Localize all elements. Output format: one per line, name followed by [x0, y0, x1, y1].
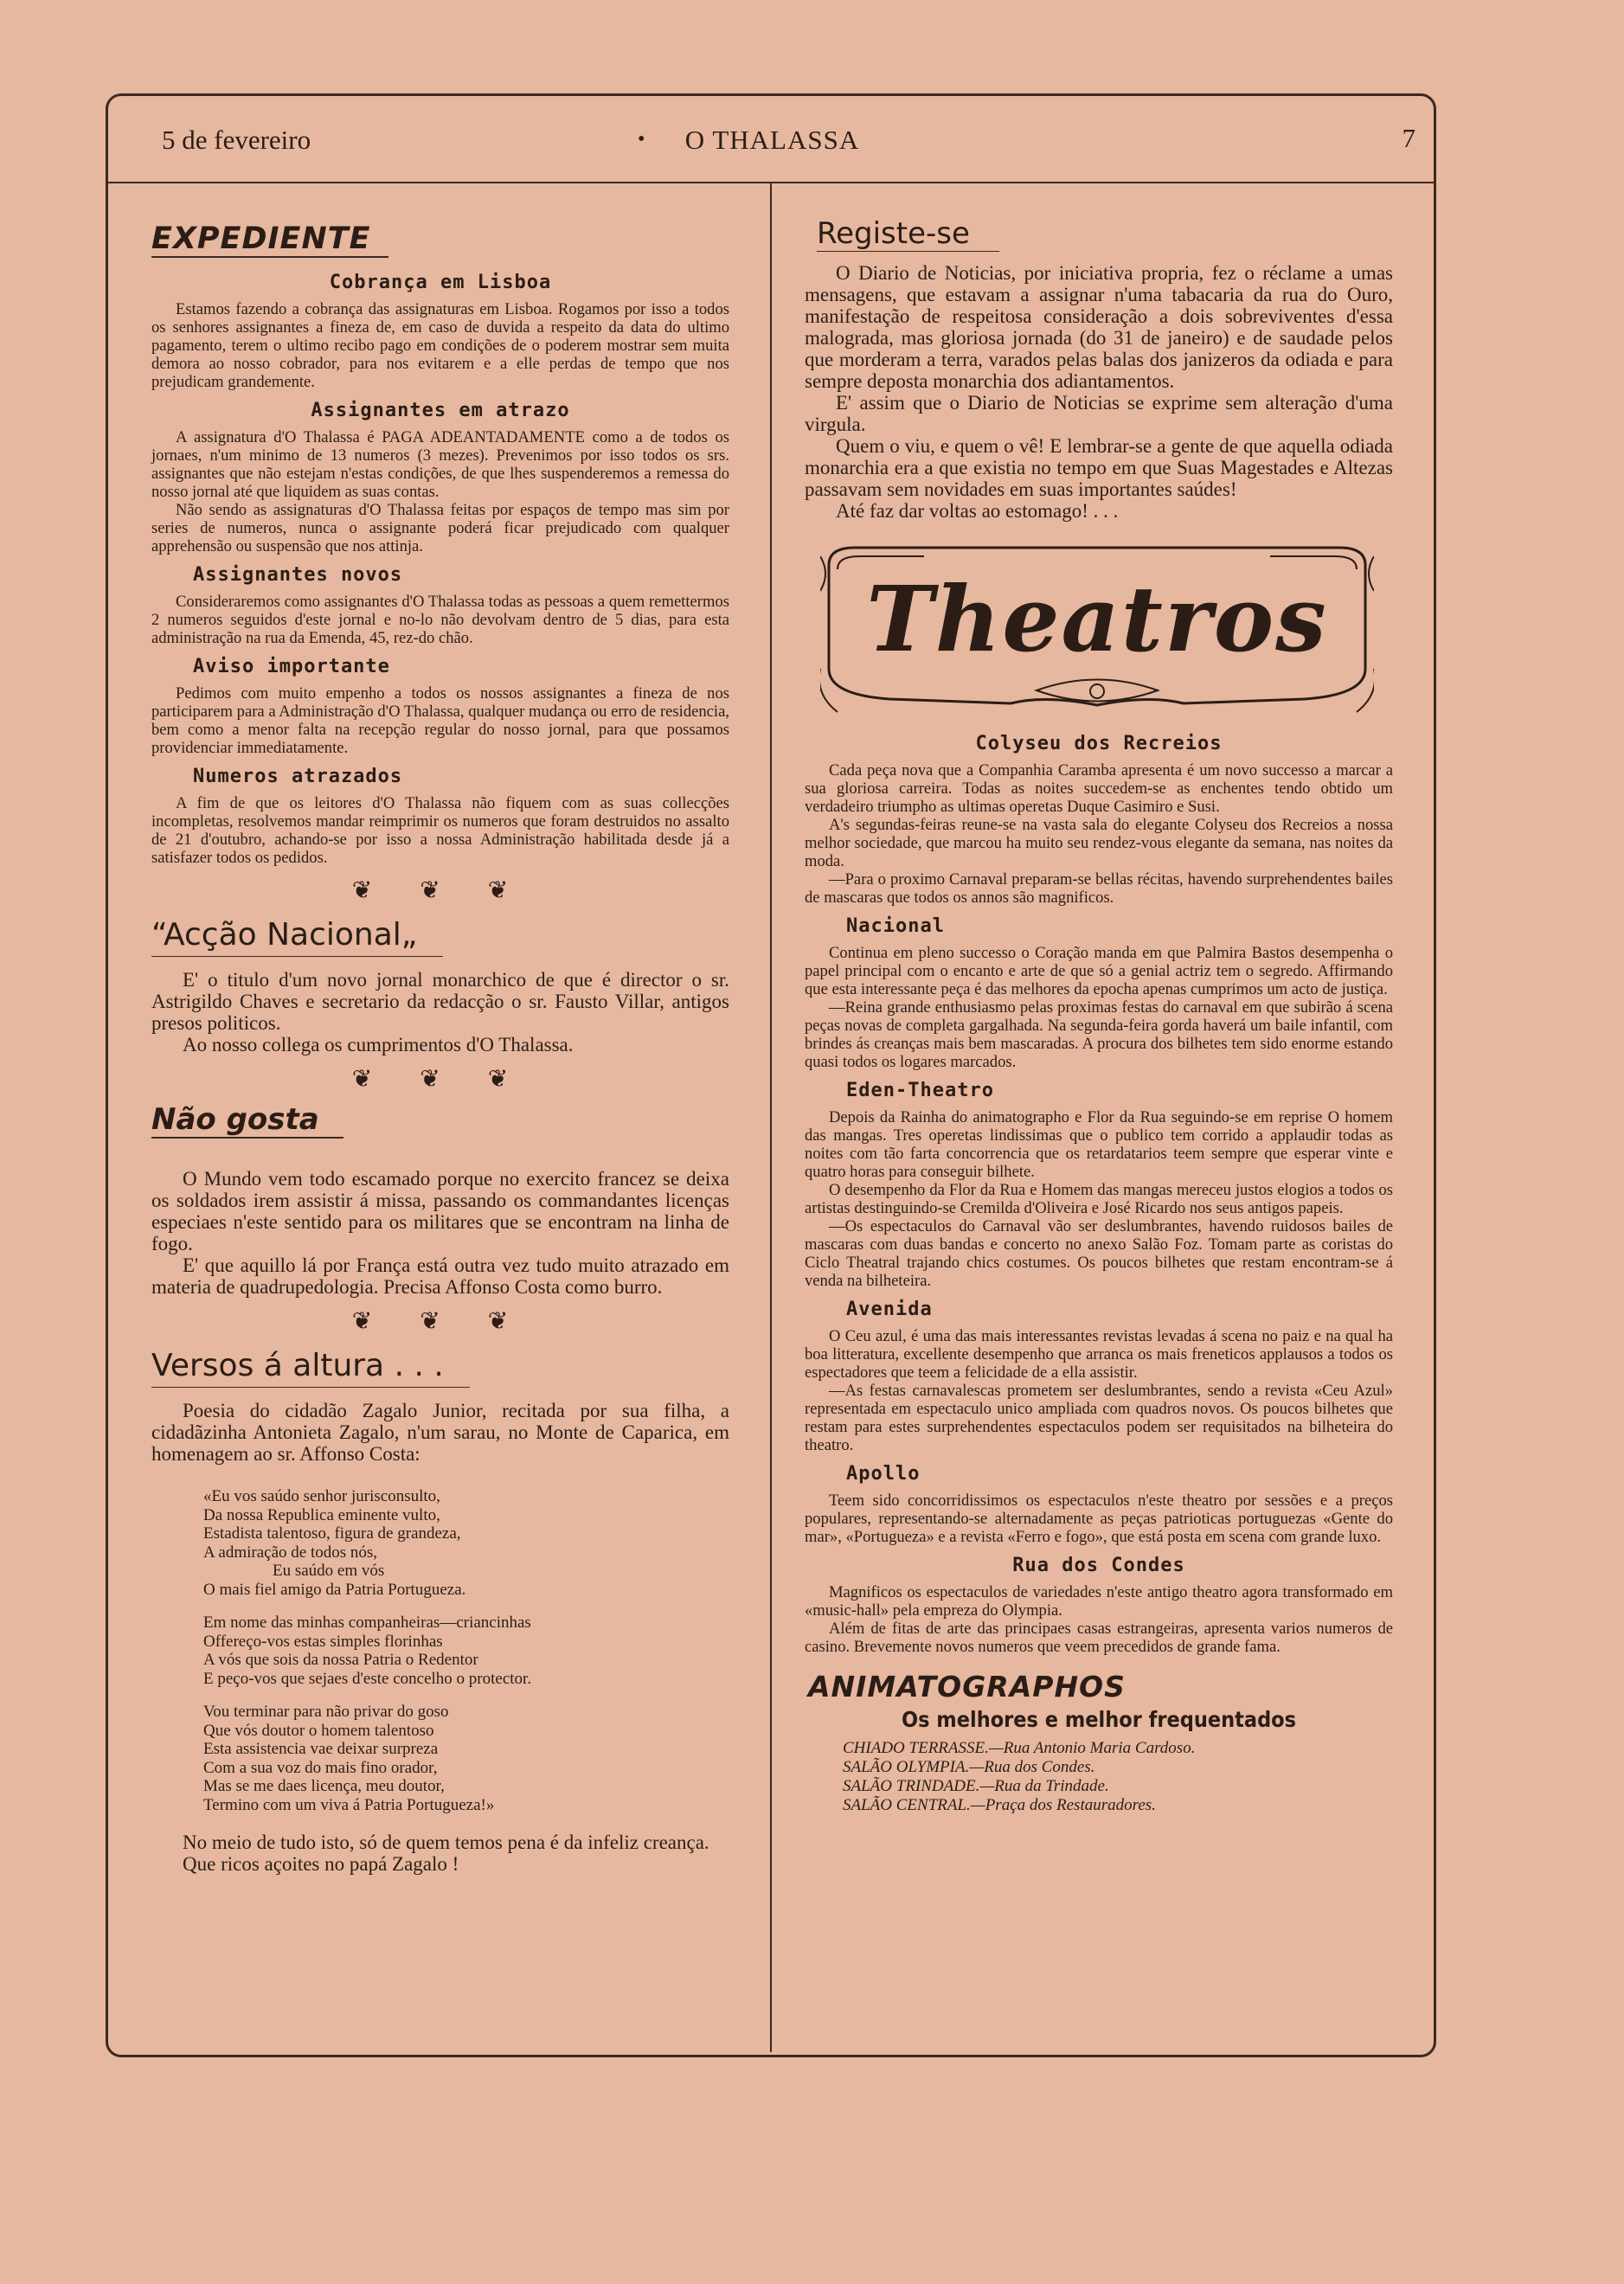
registe-text-3: Quem o viu, e quem o vê! E lembrar-se a gente de que aquella odiada monarchia era a que existia no tempo em que Suas Magestades e Altezas passavam sem novidades em suas importantes saúdes! [805, 435, 1393, 500]
colyseu-heading: Colyseu dos Recreios [975, 733, 1223, 754]
poem-stanza-1 [203, 1487, 729, 1599]
ornament-divider: ❦ ❦ ❦ [351, 877, 530, 904]
condes-text-2: Além de fitas de arte das principaes casas estrangeiras, apresenta varios numeros de casino. Brevemente novos numeros que veem precedidos de grande fama. [805, 1620, 1393, 1656]
aviso-text: Pedimos com muito empenho a todos os nossos assignantes a fineza de nos participarem para a Administração d'O Thalassa, qualquer mudança ou erro de residencia, bem como a menor falta na recepção regular do nosso jornal, para que possamos providenciar immediatamente. [151, 684, 729, 757]
poem-line: Que vós doutor o homem talentoso [203, 1721, 434, 1740]
list-item: CHIADO TERRASSE.—Rua Antonio Maria Cardoso. [843, 1739, 1196, 1757]
ornament-divider: ❦ ❦ ❦ [351, 1308, 530, 1335]
poem [203, 1487, 729, 1814]
eden-heading: Eden-Theatro [846, 1080, 994, 1101]
novos-text: Consideraremos como assignantes d'O Thalassa todas as pessoas a quem remettermos 2 numeros seguidos d'este jornal e no-lo não devolvam dentro de 5 dias, para esta administração na rua da Emenda, 45, rez-do chão. [151, 593, 729, 647]
expediente-title: EXPEDIENTE [151, 221, 388, 258]
avenida-text-2: —As festas carnavalescas prometem ser deslumbrantes, sendo a revista «Ceu Azul» representada em espectaculo unico ampliada com quadros novos. Os poucos bilhetes que restam para estes surprehendentes espectaculos podem ser requisitados na bilheteira do theatro. [805, 1382, 1393, 1454]
animatographos-title: ANIMATOGRAPHOS [808, 1670, 1126, 1703]
colyseu-text-2: A's segundas-feiras reune-se na vasta sala do elegante Colyseu dos Recreios a nossa melhor sociedade, que marcou ha muito seu rendez-vous elegante da semana, nas noites da moda. [805, 816, 1393, 870]
avenida-heading: Avenida [846, 1299, 933, 1320]
nacional-text-2: —Reina grande enthusiasmo pelas proximas festas do carnaval em que subirão á scena peças novas de completa gargalhada. Na segunda-feira gorda haverá um baile infantil, com brindes ás creanças mais bem mascaradas. A procura dos bilhetes tem sido enorme estando quasi todos os logares marcados. [805, 998, 1393, 1071]
condes-text-1: Magnificos os espectaculos de variedades n'este antigo theatro agora transformado em «music-hall» pela empreza do Olympia. [805, 1583, 1393, 1620]
poem-line: Offereço-vos estas simples florinhas [203, 1632, 443, 1651]
nao-gosta-title: Não gosta [151, 1102, 343, 1139]
registe-text-4: Até faz dar voltas ao estomago! . . . [836, 500, 1119, 522]
animatographos-list [843, 1739, 1393, 1815]
nao-gosta-text-1: O Mundo vem todo escamado porque no exercito francez se deixa os soldados irem assistir á missa, passando os commandantes licenças especiaes n'este sentido para os militares que se encontram na linha de fogo. [151, 1168, 729, 1254]
eden-text-1: Depois da Rainha do animatographo e Flor da Rua seguindo-se em reprise O homem das mangas. Tres operetas lindissimas que o publico tem corrido a applaudir todas as noites com tão farta concorrencia que os retardatarios teem sempre que esperar vinte e quatro horas para conseguir bilhete. [805, 1108, 1393, 1181]
versos-intro: Poesia do cidadão Zagalo Junior, recitada por sua filha, a cidadãzinha Antonieta Zagalo, n'um sarau, no Monte de Caparica, em homenagem ao sr. Affonso Costa: [151, 1400, 729, 1465]
avenida-text-1: O Ceu azul, é uma das mais interessantes revistas levadas á scena no paiz e na qual ha boa litteratura, excellente desempenho que arranca os mais freneticos applausos a todos os espectadores que teem a felicidade de a ella assistir. [805, 1327, 1393, 1382]
versos-outro-1: No meio de tudo isto, só de quem temos pena é da infeliz creança. [183, 1832, 709, 1853]
versos-title: Versos á altura . . . [151, 1348, 470, 1388]
registe-text-2: E' assim que o Diario de Noticias se exprime sem alteração d'uma virgula. [805, 392, 1393, 435]
atrazo-text-2: Não sendo as assignaturas d'O Thalassa feitas por espaços de tempo mas sim por series de numeros, nunca o assignante poderá ficar prejudicado com qualquer apprehensão ou suspensão que nos attinja. [151, 501, 729, 555]
column-divider [770, 183, 772, 2052]
poem-line: «Eu vos saúdo senhor jurisconsulto, [203, 1487, 440, 1505]
issue-date: 5 de fevereiro [162, 125, 311, 155]
list-item: SALÃO OLYMPIA.—Rua dos Condes. [843, 1758, 1095, 1776]
nao-gosta-text-2: E' que aquillo lá por França está outra vez tudo muito atrazado em materia de quadrupedologia. Precisa Affonso Costa como burro. [151, 1254, 729, 1298]
poem-line: O mais fiel amigo da Patria Portugueza. [203, 1580, 466, 1599]
accao-nacional-title: “Acção Nacional„ [151, 917, 443, 957]
poem-line: Com a sua voz do mais fino orador, [203, 1758, 438, 1777]
poem-stanza-3 [203, 1703, 729, 1814]
condes-heading: Rua dos Condes [1012, 1555, 1185, 1576]
list-item: SALÃO CENTRAL.—Praça dos Restauradores. [843, 1796, 1156, 1814]
registe-se-title: Registe-se [817, 216, 999, 252]
apollo-heading: Apollo [846, 1463, 921, 1485]
colyseu-text-1: Cada peça nova que a Companhia Caramba apresenta é um novo successo a marcar a sua gloriosa carreira. Todas as noites succedem-se as enchentes tendo obtido um verdadeiro triumpho as ultimas operetas Duque Casimiro e Susi. [805, 761, 1393, 816]
aviso-heading: Aviso importante [193, 656, 390, 677]
poem-line: A vós que sois da nossa Patria o Redentor [203, 1651, 478, 1669]
theatros-banner [820, 539, 1374, 721]
eden-text-2: O desempenho da Flor da Rua e Homem das mangas mereceu justos elogios a todos os artistas destinguindo-se Cremilda d'Oliveira e José Ricardo nos seus antigos papeis. [805, 1181, 1393, 1217]
colyseu-text-3: —Para o proximo Carnaval preparam-se bellas récitas, havendo surprehendentes bailes de mascaras que todos os annos são magnificos. [805, 870, 1393, 907]
theatros-banner-text: Theatros [866, 566, 1328, 672]
right-column [805, 216, 1393, 1815]
ornament-divider: ❦ ❦ ❦ [351, 1066, 530, 1093]
versos-outro-2: Que ricos açoites no papá Zagalo ! [183, 1853, 459, 1875]
registe-text-1: O Diario de Noticias, por iniciativa propria, fez o réclame a umas mensagens, que estavam a assignar n'uma tabacaria da rua do Ouro, manifestação de respeitosa consideração a dois sobreviventes d'essa malograda, mas gloriosa jornada (do 31 de janeiro) e de saudade pelos que morderam a terra, varados pelas balas dos janizeros da odiada e para sempre deposta monarchia dos adiantamentos. [805, 262, 1393, 392]
poem-line: Estadista talentoso, figura de grandeza, [203, 1524, 461, 1543]
poem-line: Mas se me daes licença, meu doutor, [203, 1777, 445, 1795]
animatographos-subtitle: Os melhores e melhor frequentados [901, 1707, 1297, 1732]
nacional-text-1: Continua em pleno successo o Coração manda em que Palmira Bastos desempenha o papel principal com o encanto e arte de que só a genial actriz tem o segredo. Affirmando que esta interessante peça é das melhores da epocha apenas cumprimos um acto de justiça. [805, 944, 1393, 998]
poem-line: E peço-vos que sejaes d'este concelho o protector. [203, 1669, 532, 1688]
apollo-text: Teem sido concorridissimos os espectaculos n'este theatro por sessões e a preços populares, representando-se alternadamente as peças patrioticas portuguezas «Gente do mar», «Portugueza» e a revista «Ferro e fogo», que está posta em scena com grande luxo. [805, 1492, 1393, 1546]
eden-text-3: —Os espectaculos do Carnaval vão ser deslumbrantes, havendo ruidosos bailes de mascaras com duas bandas e concerto no anexo Salão Foz. Tomam parte as coristas do Ciclo Theatral trajando chics costumes. Os poucos bilhetes que restam encontram-se á venda na bilheteira. [805, 1217, 1393, 1290]
poem-line: A admiração de todos nós, [203, 1543, 378, 1562]
poem-line: Vou terminar para não privar do goso [203, 1703, 449, 1721]
header-dot: • [638, 128, 645, 151]
numeros-text: A fim de que os leitores d'O Thalassa não fiquem com as suas collecções incompletas, resolvemos mandar reimprimir os numeros que foram destruidos no assalto de 21 d'outubro, achando-se por isso a nossa Administração habilitada desde já a satisfazer todos os pedidos. [151, 794, 729, 867]
atrazo-text-1: A assignatura d'O Thalassa é PAGA ADEANTADAMENTE como a de todos os jornaes, n'um minimo de 13 numeros (3 mezes). Prevenimos por isso todos os srs. assignantes que não estejam n'estas condições, de que lhes suspenderemos a remessa do nosso jornal até que liquidem as suas contas. [151, 428, 729, 501]
numeros-heading: Numeros atrazados [193, 766, 403, 787]
cobranca-heading: Cobrança em Lisboa [329, 272, 552, 293]
page-number: 7 [1402, 123, 1415, 153]
poem-line: Esta assistencia vae deixar surpreza [203, 1740, 439, 1758]
accao-nacional-text: E' o titulo d'um novo jornal monarchico de que é director o sr. Astrigildo Chaves e secretario da redacção o sr. Fausto Villar, antigos presos politicos. [151, 969, 729, 1034]
novos-heading: Assignantes novos [193, 564, 403, 586]
newspaper-header [108, 121, 1436, 183]
accao-nacional-text-2: Ao nosso collega os cumprimentos d'O Thalassa. [183, 1034, 574, 1055]
left-column [151, 216, 729, 1875]
atrazo-heading: Assignantes em atrazo [311, 400, 570, 421]
list-item: SALÃO TRINDADE.—Rua da Trindade. [843, 1777, 1109, 1795]
poem-line: Em nome das minhas companheiras—criancinhas [203, 1614, 531, 1632]
poem-line: Da nossa Republica eminente vulto, [203, 1505, 440, 1524]
poem-stanza-2 [203, 1614, 729, 1688]
cobranca-text: Estamos fazendo a cobrança das assignaturas em Lisboa. Rogamos por isso a todos os senhores assignantes a fineza de, em caso de duvida a respeito da data do ultimo pagamento, terem o ultimo recibo pago em condições de o poderem mostrar sem muita demora ao nosso cobrador, para nos evitarem e a elle perdas de tempo que nos prejudicam grandemente. [151, 300, 729, 391]
newspaper-title: O THALASSA [684, 125, 860, 155]
poem-line: Termino com um viva á Patria Portugueza!» [203, 1795, 495, 1814]
nacional-heading: Nacional [846, 915, 945, 937]
poem-line: Eu saúdo em vós [273, 1562, 385, 1580]
